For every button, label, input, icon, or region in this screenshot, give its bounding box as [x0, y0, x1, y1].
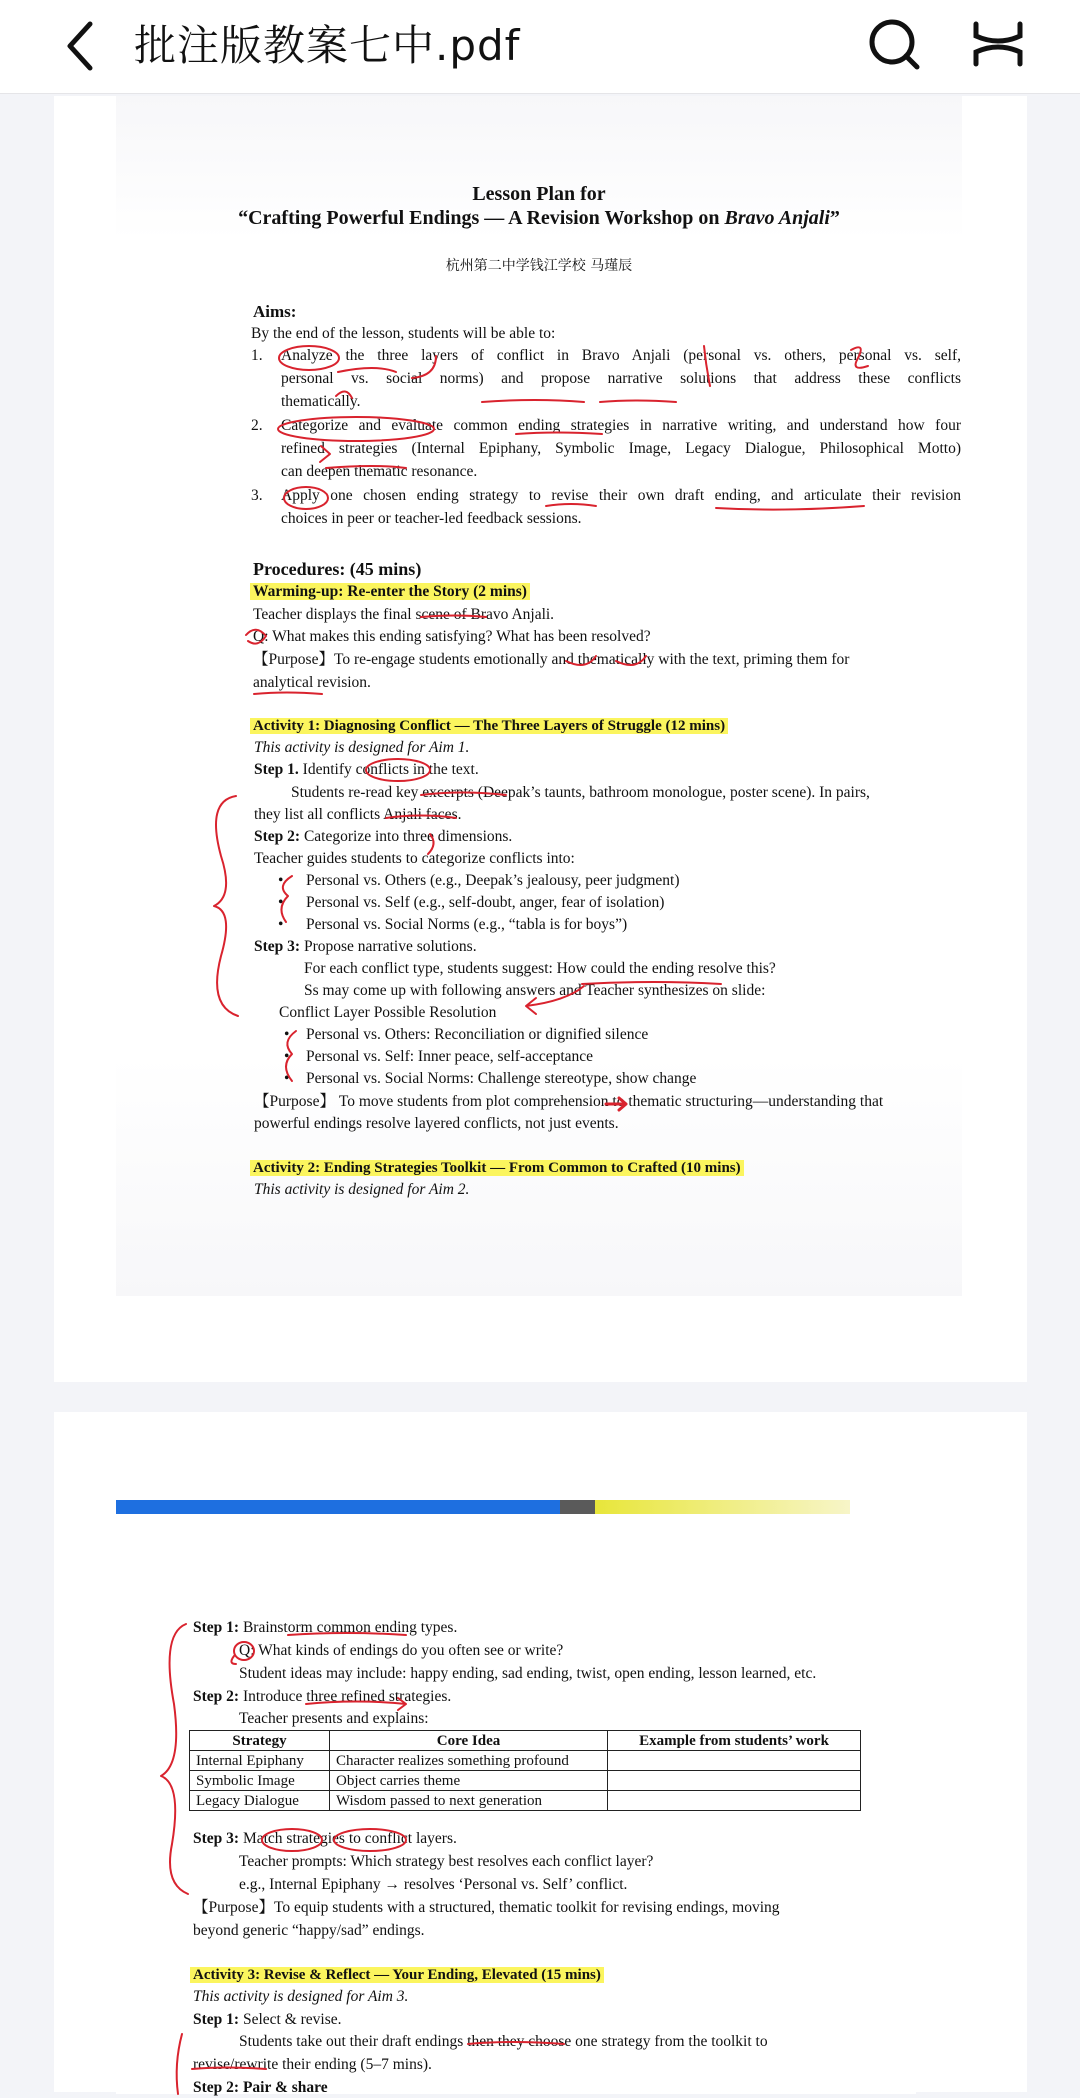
bullet-marker: • [284, 1026, 290, 1043]
activity-1-heading: Activity 1: Diagnosing Conflict — The Three Layers of Struggle (12 mins) [250, 716, 728, 736]
scan-edge-strip [560, 1500, 850, 1514]
procedures-heading: Procedures: (45 mins) [253, 559, 422, 579]
a2-purpose-line-2: beyond generic “happy/sad” endings. [193, 1922, 425, 1939]
a2-step-1-ideas: Student ideas may include: happy ending, sad ending, twist, open ending, lesson learned, etc. [239, 1665, 817, 1682]
table-cell: Legacy Dialogue [190, 1791, 330, 1811]
table-cell [608, 1791, 861, 1811]
document-title: 批注版教案七中.pdf [134, 21, 521, 70]
activity-1-purpose-line-1: 【Purpose】 To move students from plot comprehension to thematic structuring—understanding that [254, 1093, 884, 1110]
aim-1-line-1: Analyze the three layers of conflict in Bravo Anjali (personal vs. others, personal vs. self, [281, 347, 961, 364]
aim-2-line-3: can deepen thematic resonance. [281, 463, 478, 480]
activity-3-design: This activity is designed for Aim 3. [193, 1988, 409, 2005]
a2-step-2-detail: Teacher presents and explains: [239, 1710, 429, 1727]
a2-step-3: Step 3: Match strategies to conflict layers. [193, 1830, 457, 1847]
aim-3-line-1: Apply one chosen ending strategy to revise their own draft ending, and articulate their revision [281, 487, 961, 504]
a3-step-2-partial: Step 2: Pair & share [193, 2079, 328, 2096]
column-header: Core Idea [330, 1731, 608, 1751]
a2-purpose-line-1: 【Purpose】To equip students with a structured, thematic toolkit for revising endings, moving [193, 1899, 780, 1916]
author-line: 杭州第二中学钱江学校 马瑾辰 [445, 258, 633, 274]
table-row [190, 1791, 861, 1811]
menu-button[interactable] [968, 12, 1028, 76]
resolution-bullet: Personal vs. Self: Inner peace, self-acceptance [306, 1048, 594, 1065]
aim-1-number: 1. [251, 347, 263, 364]
activity-1-step-2: Step 2: Categorize into three dimensions. [254, 828, 513, 845]
table-cell: Internal Epiphany [190, 1751, 330, 1771]
strategy-table [189, 1730, 861, 1811]
a2-step-3-detail: Teacher prompts: Which strategy best resolves each conflict layer? [239, 1853, 654, 1870]
lesson-plan-title-line1: Lesson Plan for [472, 183, 606, 205]
resolution-bullet: Personal vs. Social Norms: Challenge stereotype, show change [306, 1070, 697, 1087]
scanned-sheet [116, 96, 962, 1296]
aim-1-line-3: thematically. [281, 393, 361, 410]
column-header: Strategy [190, 1731, 330, 1751]
table-row [190, 1771, 861, 1791]
table-header-row [190, 1731, 861, 1751]
table-cell: Character realizes something profound [330, 1751, 608, 1771]
conflict-bullet: Personal vs. Social Norms (e.g., “tabla is for boys”) [306, 916, 628, 933]
a3-step-1-detail: Students take out their draft endings then they choose one strategy from the toolkit to [239, 2033, 768, 2050]
pdf-page-1[interactable] [54, 96, 1027, 1382]
warmup-line-1: Teacher displays the final scene of Bravo Anjali. [253, 606, 555, 623]
a2-step-3-example: e.g., Internal Epiphany → resolves ‘Personal vs. Self’ conflict. [239, 1876, 628, 1893]
a2-step-1: Step 1: Brainstorm common ending types. [193, 1619, 458, 1636]
bullet-marker: • [278, 894, 284, 911]
warmup-purpose-line-1: 【Purpose】To re-engage students emotionally and thematically with the text, priming them for [253, 651, 850, 668]
pdf-page-2[interactable] [54, 1412, 1027, 2096]
aim-3-number: 3. [251, 487, 263, 504]
activity-1-step-3: Step 3: Propose narrative solutions. [254, 938, 477, 955]
aims-intro: By the end of the lesson, students will be able to: [251, 325, 556, 342]
activity-1-purpose-line-2: powerful endings resolve layered conflicts, not just events. [254, 1115, 619, 1132]
aim-2-number: 2. [251, 417, 263, 434]
table-cell [608, 1751, 861, 1771]
activity-1-step-1: Step 1. Identify conflicts in the text. [254, 761, 479, 778]
aim-3-line-2: choices in peer or teacher-led feedback sessions. [281, 510, 582, 527]
activity-2-design: This activity is designed for Aim 2. [254, 1181, 470, 1198]
chevron-left-icon [62, 20, 98, 72]
a2-step-1-question: Q: What kinds of endings do you often see or write? [239, 1642, 564, 1659]
activity-3-heading: Activity 3: Revise & Reflect — Your Ending, Elevated (15 mins) [190, 1965, 604, 1985]
a3-step-1: Step 1: Select & revise. [193, 2011, 342, 2028]
table-row [190, 1751, 861, 1771]
activity-1-step-2-detail: Teacher guides students to categorize conflicts into: [254, 850, 575, 867]
scan-edge-strip [116, 1500, 560, 1514]
bullet-marker: • [284, 1070, 290, 1087]
a3-step-1-detail-2: revise/rewrite their ending (5–7 mins). [193, 2056, 432, 2073]
conflict-layer-header: Conflict Layer Possible Resolution [279, 1004, 497, 1021]
warmup-question: Q: What makes this ending satisfying? What has been resolved? [253, 628, 651, 645]
warmup-purpose-line-2: analytical revision. [253, 674, 371, 691]
lesson-plan-title-line2: “Crafting Powerful Endings — A Revision Workshop on Bravo Anjali” [238, 207, 840, 229]
table-cell: Symbolic Image [190, 1771, 330, 1791]
conflict-bullet: Personal vs. Self (e.g., self-doubt, anger, fear of isolation) [306, 894, 665, 911]
table-cell: Object carries theme [330, 1771, 608, 1791]
column-header: Example from students’ work [608, 1731, 861, 1751]
aims-heading: Aims: [253, 302, 297, 321]
search-icon [867, 17, 921, 71]
activity-1-step-3-detail: For each conflict type, students suggest: How could the ending resolve this? [304, 960, 776, 977]
table-cell [608, 1771, 861, 1791]
table-cell: Wisdom passed to next generation [330, 1791, 608, 1811]
warmup-heading: Warming-up: Re-enter the Story (2 mins) [250, 582, 530, 602]
menu-icon [972, 20, 1024, 68]
search-button[interactable] [866, 12, 922, 76]
bullet-marker: • [278, 872, 284, 889]
bullet-marker: • [284, 1048, 290, 1065]
aim-2-line-1: Categorize and evaluate common ending strategies in narrative writing, and understand how four [281, 417, 961, 434]
conflict-bullet: Personal vs. Others (e.g., Deepak’s jealousy, peer judgment) [306, 872, 680, 889]
back-button[interactable] [56, 10, 104, 82]
aim-1-line-2: personal vs. social norms) and propose narrative solutions that address these conflicts [281, 370, 961, 387]
aim-2-line-2: refined strategies (Internal Epiphany, Symbolic Image, Legacy Dialogue, Philosophical Motto) [281, 440, 961, 457]
activity-1-step-1-detail-2: they list all conflicts Anjali faces. [254, 806, 462, 823]
activity-1-design: This activity is designed for Aim 1. [254, 739, 470, 756]
scanned-sheet [116, 1514, 916, 2094]
activity-1-step-1-detail: Students re-read key excerpts (Deepak’s taunts, bathroom monologue, poster scene). In pairs, [291, 784, 870, 801]
resolution-bullet: Personal vs. Others: Reconciliation or dignified silence [306, 1026, 649, 1043]
activity-2-heading: Activity 2: Ending Strategies Toolkit — From Common to Crafted (10 mins) [250, 1158, 744, 1178]
bullet-marker: • [278, 916, 284, 933]
activity-1-step-3-detail-2: Ss may come up with following answers and Teacher synthesizes on slide: [304, 982, 766, 999]
a2-step-2: Step 2: Introduce three refined strategies. [193, 1688, 452, 1705]
app-bar [0, 0, 1080, 94]
